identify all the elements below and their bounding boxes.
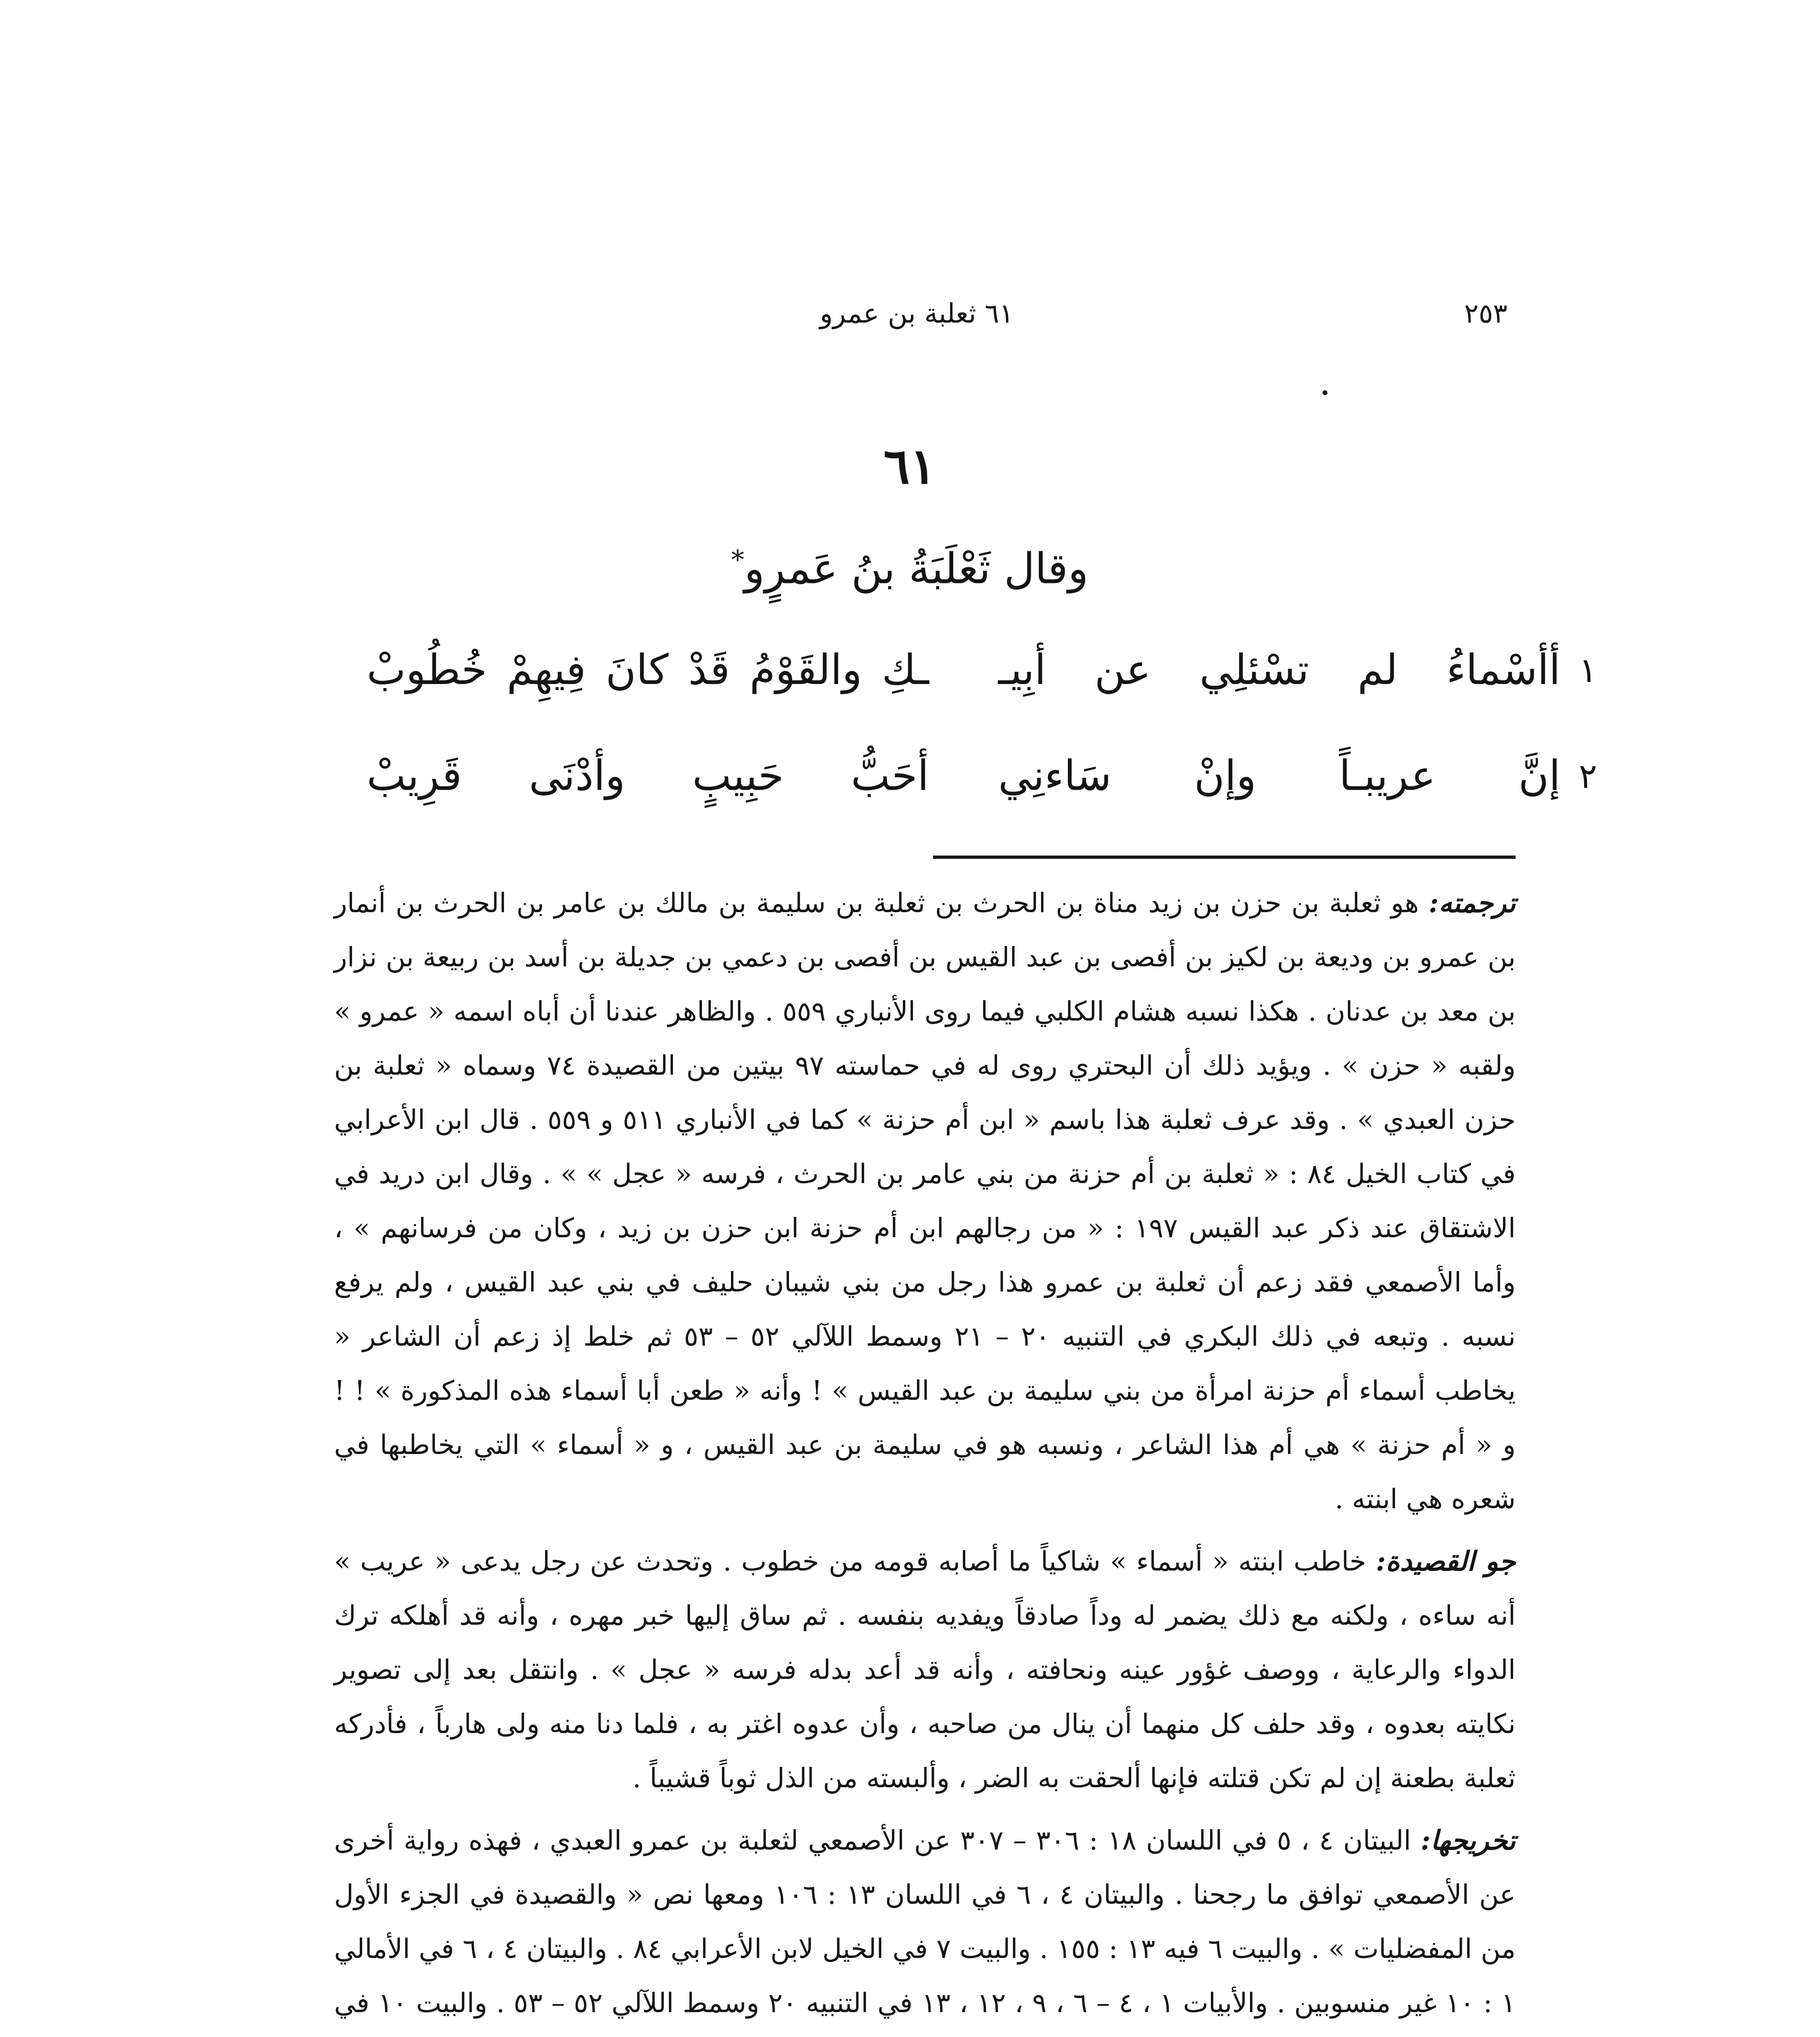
page-number: ٢٥٣ — [1464, 298, 1507, 329]
separator-rule — [933, 856, 1516, 859]
poem-context-text: خاطب ابنته « أسماء » شاكياً ما أصابه قومه من خطوب . وتحدث عن رجل يدعى « عريب » أنه ساءه ، ولكنه مع ذلك يضمر له وداً صادقاً ويفديه بنفسه . ثم ساق إليها خبر مهره ، وأنه قد أهلكه ترك الدواء والرعاية ، ووصف غؤور عينه ونحافته ، وأنه قد أعد بدله فرسه « عجل » . وانتقل بعد إلى تصوير نكايته بعدوه ، وقد حلف كل منهما أن ينال من صاحبه ، وأن عدوه اغتر به ، فلما دنا منه ولى هارباً ، فأدركه ثعلبة بطعنة إن لم تكن قتلته فإنها ألحقت به الضر ، وألبسته من الذل ثوباً قشيباً . — [334, 1546, 1516, 1794]
verse-number: ٢ — [1578, 756, 1597, 796]
poem-heading — [502, 530, 1317, 599]
running-head — [326, 285, 1507, 342]
ink-speck — [1323, 390, 1327, 395]
running-head-title: ٦١ ثعلبة بن عمرو — [820, 298, 1014, 329]
footnote-marker: * — [731, 545, 744, 575]
biography-text: هو ثعلبة بن حزن بن زيد مناة بن الحرث بن ثعلبة بن سليمة بن مالك بن عامر بن الحرث بن أنمار بن عمرو بن وديعة بن لكيز بن أفصى بن عبد القيس بن أفصى بن دعمي بن جديلة بن أسد بن ربيعة بن نزار بن معد بن عدنان . هكذا نسبه هشام الكلبي فيما روى الأنباري ٥٥٩ . والظاهر عندنا أن أباه اسمه « عمرو » ولقبه « حزن » . ويؤيد ذلك أن البحتري روى له في حماسته ٩٧ بيتين من القصيدة ٧٤ وسماه « ثعلبة بن حزن العبدي » . وقد عرف ثعلبة هذا باسم « ابن أم حزنة » كما في الأنباري ٥١١ و ٥٥٩ . قال ابن الأعرابي في كتاب الخيل ٨٤ : « ثعلبة بن أم حزنة من بني عامر بن الحرث ، فرسه « عجل » » . وقال ابن دريد في الاشتقاق عند ذكر عبد القيس ١٩٧ : « من رجالهم ابن أم حزنة ابن حزن بن زيد ، وكان من فرسانهم » ، وأما الأصمعي فقد زعم أن ثعلبة بن عمرو هذا رجل من بني شيبان حليف في بني عبد القيس ، ولم يرفع نسبه . وتبعه في ذلك البكري في التنبيه ٢٠ – ٢١ وسمط اللآلي ٥٢ – ٥٣ ثم خلط إذ زعم أن الشاعر « يخاطب أسماء أم حزنة امرأة من بني سليمة بن عبد القيس » ! وأنه « طعن أبا أسماء هذه المذكورة » ! ! و « أم حزنة » هي أم هذا الشاعر ، ونسبه هو في سليمة بن عبد القيس ، و « أسماء » التي يخاطبها في شعره هي ابنته . — [334, 887, 1516, 1515]
sources-text: البيتان ٤ ، ٥ في اللسان ١٨ : ٣٠٦ – ٣٠٧ عن الأصمعي لثعلبة بن عمرو العبدي ، فهذه رواية أخرى عن الأصمعي توافق ما رجحنا . والبيتان ٤ ، ٦ في اللسان ١٣ : ١٠٦ ومعها نص « والقصيدة في الجزء الأول من المفضليات » . والبيت ٦ فيه ١٣ : ١٥٥ . والبيت ٧ في الخيل لابن الأعرابي ٨٤ . والبيتان ٤ ، ٦ في الأمالي ١ : ١٠ غير منسوبين . والأبيات ١ ، ٤ – ٦ ، ٩ ، ١٢ ، ١٣ في التنبيه ٢٠ وسمط اللآلي ٥٢ – ٥٣ . والبيت ١٠ في — [334, 1825, 1516, 2019]
verse-number: ١ — [1578, 650, 1597, 690]
verse-second-hemistich: ـكِ والقَوْمُ قَدْ كانَ فِيهِمْ خُطُوبْ — [367, 646, 929, 694]
biography-label: ترجمته: — [1428, 887, 1516, 919]
verse-second-hemistich: أحَبُّ حَبِيبٍ وأدْنَى قَرِيبْ — [367, 752, 929, 800]
verse-first-hemistich: إنَّ عريبـاً وإنْ سَاءنِي — [998, 752, 1560, 800]
poem-number: ٦١ — [883, 438, 936, 495]
poem-context-label: جو القصيدة: — [1375, 1545, 1516, 1577]
commentary — [334, 876, 1516, 2037]
poem-heading-text: وقال ثَعْلَبَةُ بنُ عَمرٍو — [744, 543, 1089, 594]
verse-line — [367, 636, 1597, 705]
poem-context-paragraph — [334, 1534, 1516, 1805]
sources-label: تخريجها: — [1420, 1824, 1516, 1856]
verse-line — [367, 741, 1597, 811]
biography-paragraph — [334, 876, 1516, 1526]
sources-paragraph — [334, 1813, 1516, 2037]
verse-first-hemistich: أأسْماءُ لم تسْئلِي عن أبِيـ — [998, 646, 1560, 694]
